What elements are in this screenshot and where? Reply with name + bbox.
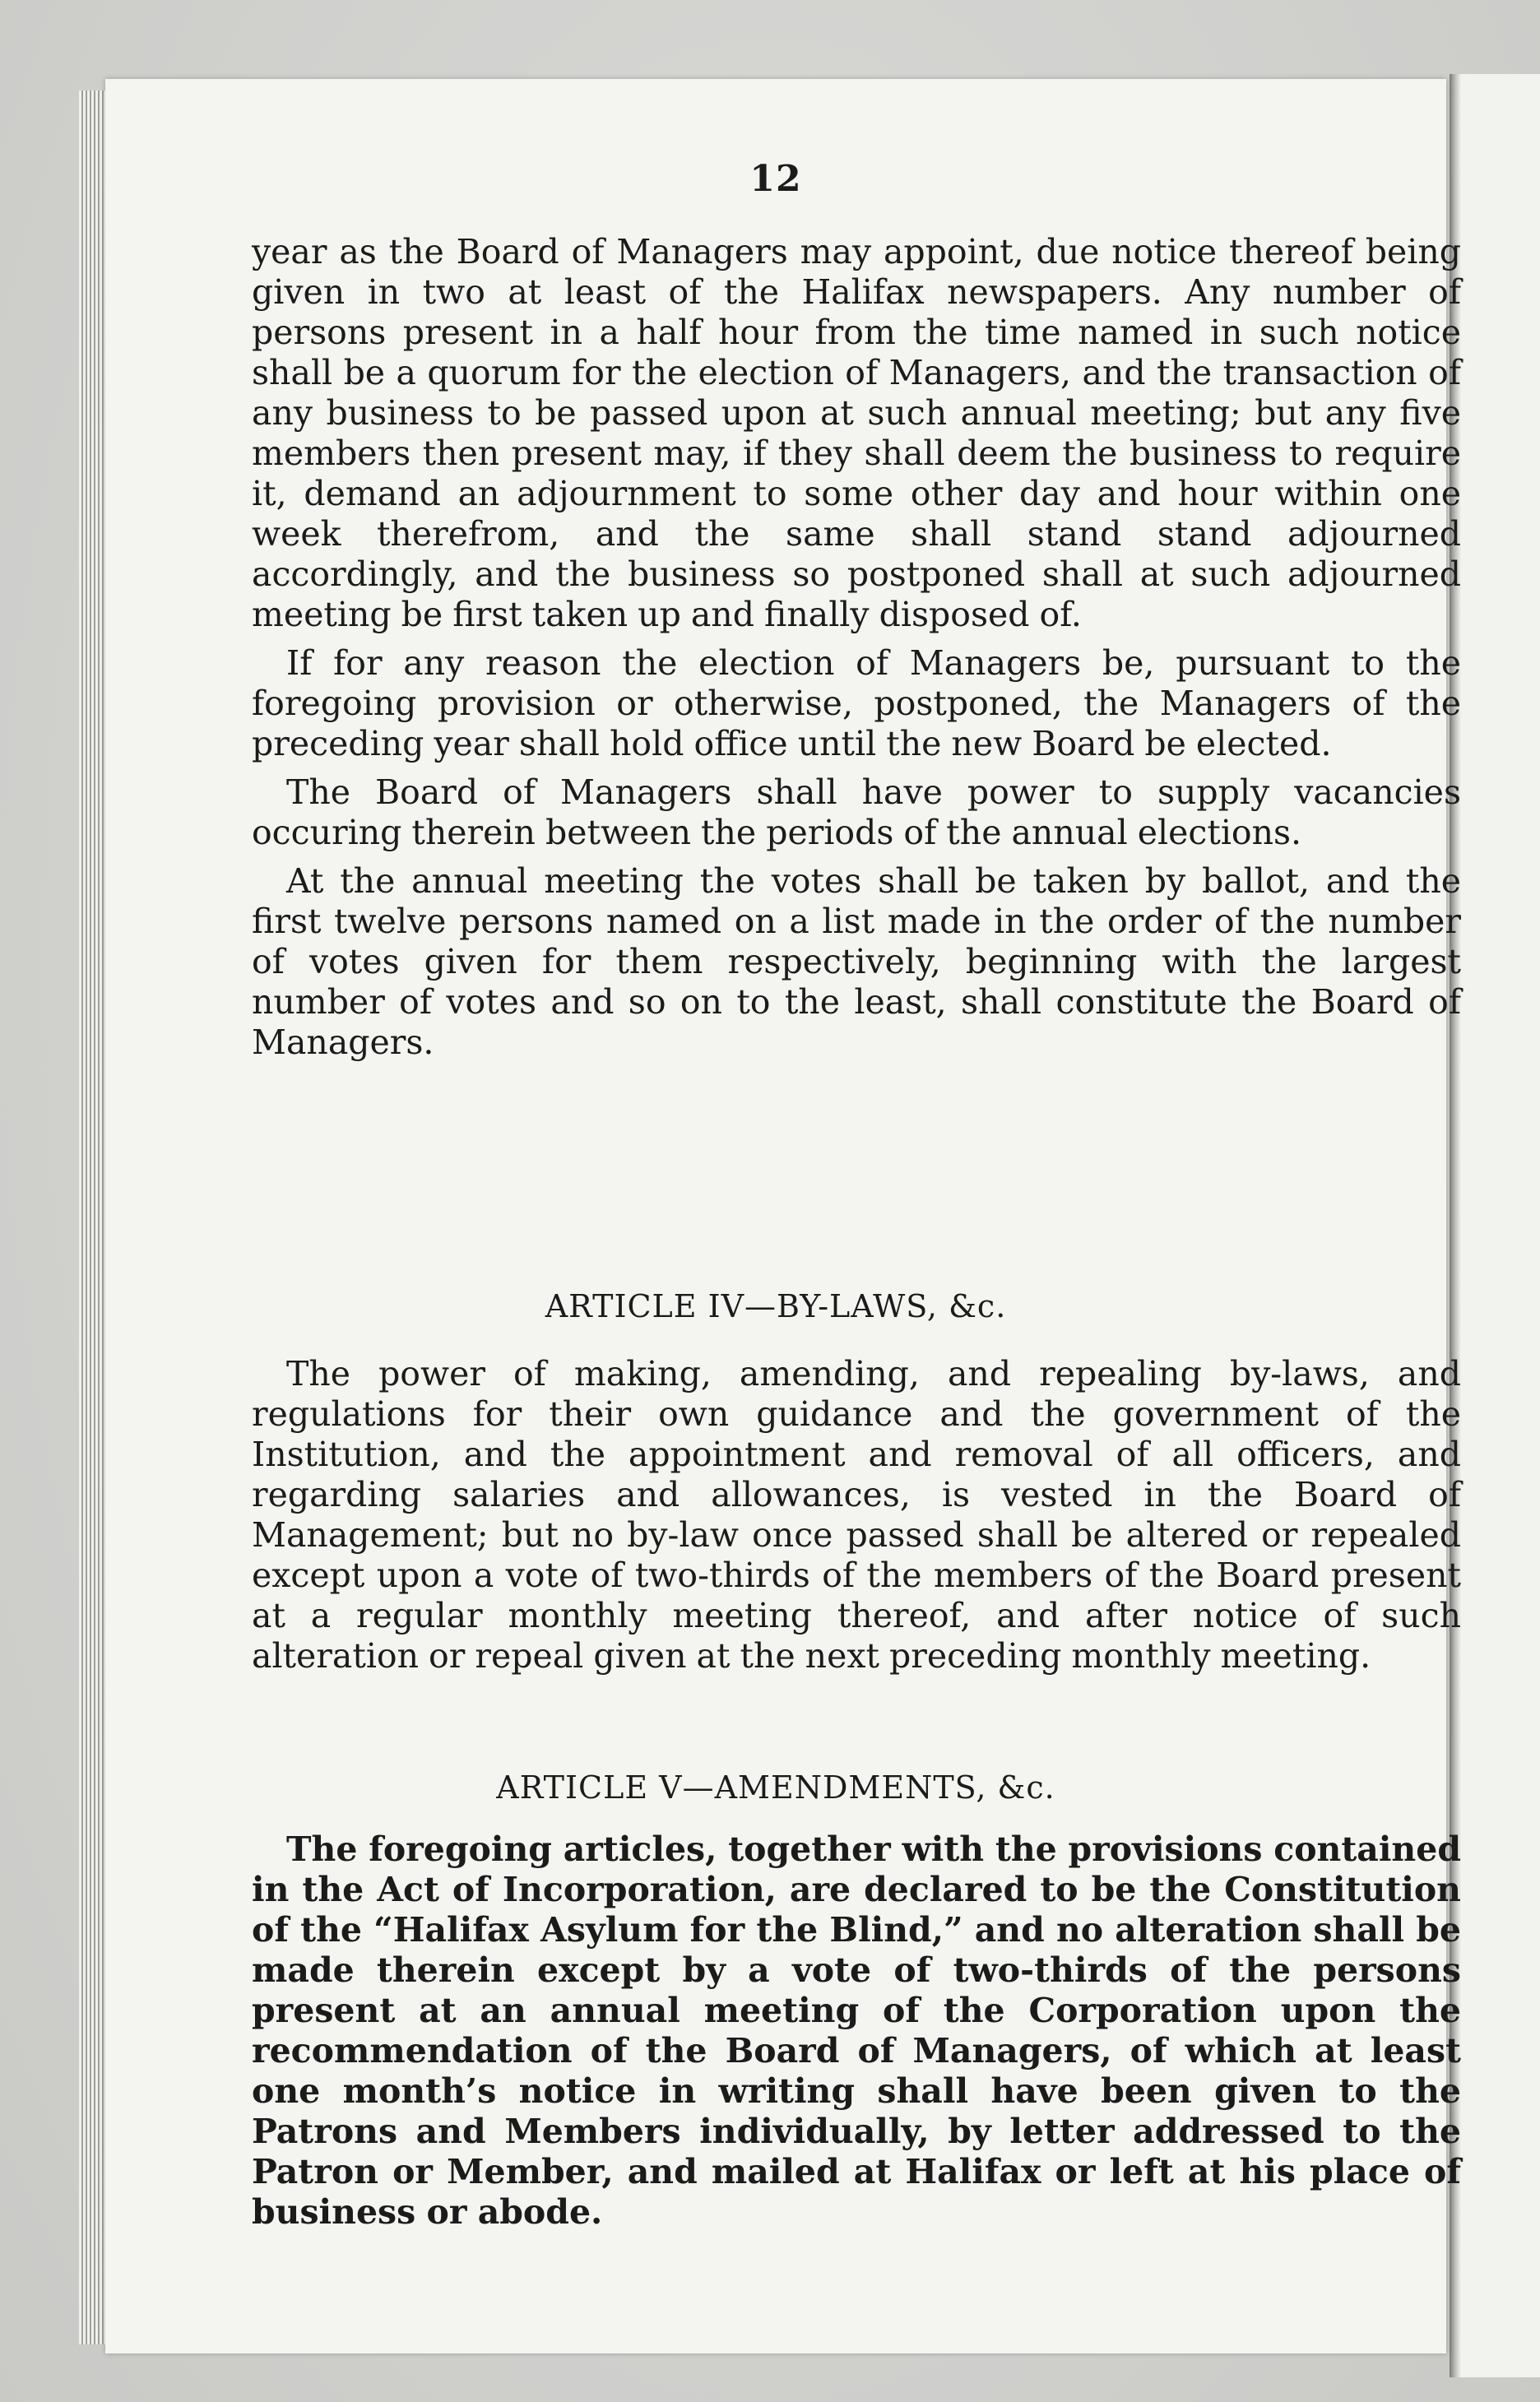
facing-page-edge xyxy=(1450,74,1540,2377)
article-iv-text xyxy=(252,1354,1461,1676)
constitution-text-continued xyxy=(252,232,1461,1063)
article-iv-heading: ARTICLE IV—BY-LAWS, &c. xyxy=(545,1288,1007,1324)
book-binding-edge xyxy=(79,90,107,2344)
paragraph-postponed-election: If for any reason the election of Managers be, pursuant to the foregoing provision or otherwise, postponed, the Managers of the preceding year shall hold office until the new Board be elected. xyxy=(252,643,1461,763)
article-v-text xyxy=(252,1829,1461,2233)
paragraph-vacancies: The Board of Managers shall have power to supply vacancies occuring therein between the periods of the annual elections. xyxy=(252,772,1461,852)
page-number: 12 xyxy=(749,158,802,200)
paragraph-annual-meeting: year as the Board of Managers may appoint, due notice thereof being given in two at least of the Halifax newspapers. Any number of persons present in a half hour from the time named in such notice shall be a quorum for the election of Managers, and the transaction of any business to be passed upon at such annual meeting; but any five members then present may, if they shall deem the business to require it, demand an adjournment to some other day and hour within one week therefrom, and the same shall stand stand adjourned accordingly, and the business so postponed shall at such adjourned meeting be first taken up and finally disposed of. xyxy=(252,232,1461,634)
paragraph-by-laws: The power of making, amending, and repealing by-laws, and regulations for their own guidance and the government of the Institution, and the appointment and removal of all officers, and regarding salaries and allowances, is vested in the Board of Management; but no by-law once passed shall be altered or repealed except upon a vote of two-thirds of the members of the Board present at a regular monthly meeting thereof, and after notice of such alteration or repeal given at the next preceding monthly meeting. xyxy=(252,1354,1461,1676)
paragraph-amendments: The foregoing articles, together with the provisions contained in the Act of Incorporation, are declared to be the Constitution of the “Halifax Asylum for the Blind,” and no alteration shall be made therein except by a vote of two-thirds of the persons present at an annual meeting of the Corporation upon the recommendation of the Board of Managers, of which at least one month’s notice in writing shall have been given to the Patrons and Members individually, by letter addressed to the Patron or Member, and mailed at Halifax or left at his place of business or abode. xyxy=(252,1829,1461,2232)
paragraph-ballot: At the annual meeting the votes shall be taken by ballot, and the first twelve persons named on a list made in the order of the number of votes given for them respectively, beginning with the largest number of votes and so on to the least, shall constitute the Board of Managers. xyxy=(252,861,1461,1062)
article-v-heading: ARTICLE V—AMENDMENTS, &c. xyxy=(496,1769,1055,1806)
document-page xyxy=(105,79,1461,2353)
